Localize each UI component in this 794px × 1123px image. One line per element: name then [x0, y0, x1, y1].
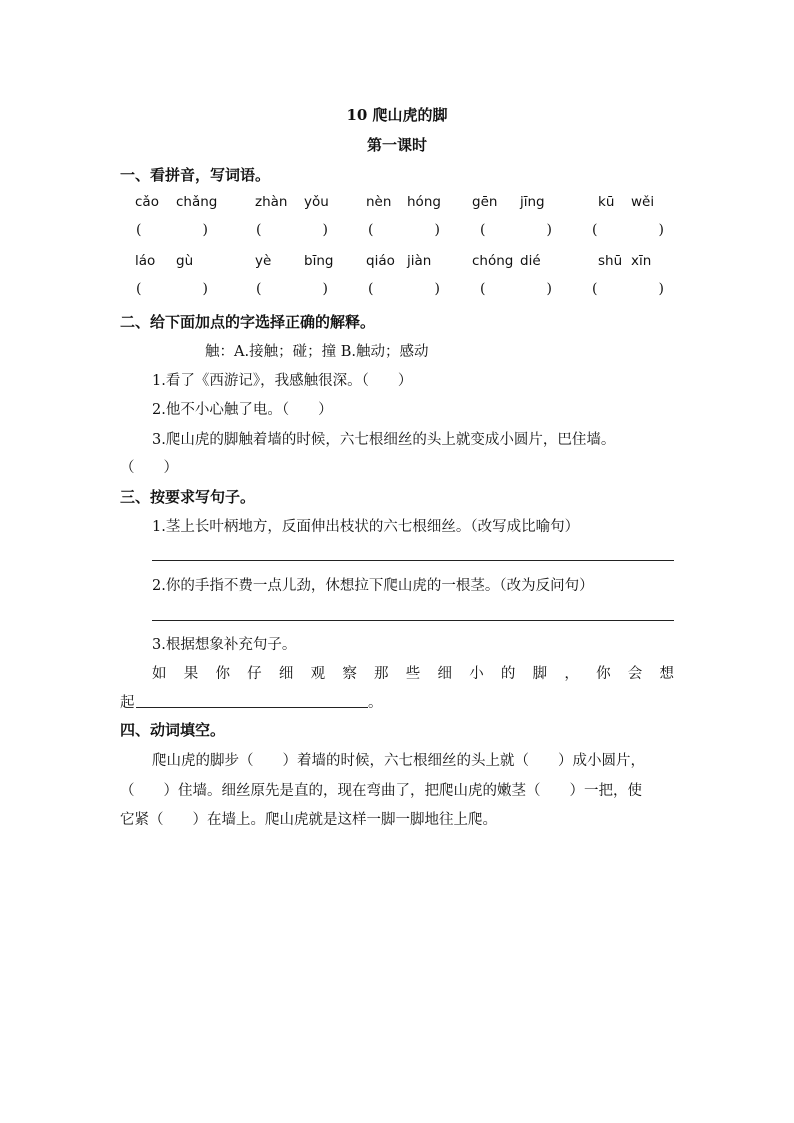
fill-paragraph-line-3: 它紧（ ）在墙上。爬山虎就是这样一脚一脚地往上爬。 — [120, 812, 497, 828]
answer-bracket-box[interactable] — [256, 222, 328, 238]
pinyin-syllable: jīng — [520, 194, 545, 210]
left-paren: ( — [136, 222, 142, 238]
sentence-char: ， — [564, 666, 579, 682]
sentence-char: 那 — [374, 666, 389, 682]
answer-bracket-box[interactable] — [136, 281, 208, 297]
answer-line-3-1[interactable] — [152, 560, 674, 561]
pinyin-syllable: cǎo — [135, 194, 159, 210]
left-paren: ( — [592, 222, 598, 238]
left-paren: ( — [480, 281, 486, 297]
pinyin-syllable: gēn — [472, 194, 498, 210]
right-paren: ) — [434, 281, 440, 297]
definition-line: 触：A.接触；碰；撞 B.触动；感动 — [205, 344, 429, 360]
left-paren: ( — [368, 281, 374, 297]
left-paren: ( — [592, 281, 598, 297]
sentence-char: 细 — [437, 666, 452, 682]
section1-heading: 一、看拼音，写词语。 — [120, 166, 271, 184]
pinyin-syllable: yè — [255, 253, 272, 269]
pinyin-syllable: láo — [135, 253, 156, 269]
pinyin-syllable: chǎng — [176, 194, 218, 210]
section4-heading: 四、动词填空。 — [120, 721, 226, 739]
question-2-1: 1.看了《西游记》，我感触很深。（ ） — [152, 373, 413, 389]
pinyin-syllable: gù — [176, 253, 194, 269]
answer-bracket-box[interactable] — [480, 222, 552, 238]
sentence-char: 细 — [278, 666, 294, 682]
right-paren: ) — [546, 281, 552, 297]
question-3-3-sentence — [152, 662, 674, 683]
pinyin-syllable: shū — [598, 253, 623, 269]
period-subtitle: 第一课时 — [366, 136, 427, 154]
question-3-3-end: 。 — [368, 695, 383, 711]
pinyin-syllable: xīn — [631, 253, 652, 269]
pinyin-syllable: yǒu — [304, 194, 329, 210]
pinyin-syllable: jiàn — [407, 253, 432, 269]
question-2-3: 3.爬山虎的脚触着墙的时候，六七根细丝的头上就变成小圆片，巴住墙。 — [152, 432, 616, 448]
right-paren: ) — [546, 222, 552, 238]
pinyin-syllable: nèn — [366, 194, 392, 210]
right-paren: ) — [202, 222, 208, 238]
sentence-char: 你 — [596, 666, 611, 682]
question-3-2: 2.你的手指不费一点儿劲，休想拉下爬山虎的一根茎。（改为反问句） — [152, 578, 594, 594]
right-paren: ) — [434, 222, 440, 238]
sentence-char: 的 — [500, 666, 516, 682]
answer-line-3-2[interactable] — [152, 620, 674, 621]
question-2-2: 2.他不小心触了电。（ ） — [152, 402, 333, 418]
answer-bracket-box[interactable] — [368, 281, 440, 297]
answer-line-3-3[interactable] — [136, 707, 368, 708]
pinyin-syllable: zhàn — [255, 194, 288, 210]
left-paren: ( — [480, 222, 486, 238]
sentence-char: 想 — [659, 666, 674, 682]
answer-bracket-box[interactable] — [592, 222, 664, 238]
question-3-3-start: 起 — [120, 695, 135, 711]
right-paren: ) — [658, 222, 664, 238]
answer-bracket-box[interactable] — [256, 281, 328, 297]
pinyin-syllable: qiáo — [366, 253, 395, 269]
pinyin-syllable: chóng — [472, 253, 514, 269]
fill-paragraph-line-2: （ ）住墙。细丝原先是直的，现在弯曲了，把爬山虎的嫩茎（ ）一把，使 — [120, 783, 642, 799]
answer-bracket-box[interactable] — [136, 222, 208, 238]
question-2-3-answer[interactable]: （ ） — [120, 460, 178, 476]
right-paren: ) — [322, 222, 328, 238]
pinyin-syllable: bīng — [304, 253, 334, 269]
section3-heading: 三、按要求写句子。 — [120, 488, 256, 506]
sentence-char: 小 — [469, 666, 484, 682]
sentence-char: 观 — [310, 666, 326, 682]
sentence-char: 察 — [342, 666, 357, 682]
right-paren: ) — [202, 281, 208, 297]
question-3-3: 3.根据想象补充句子。 — [152, 637, 297, 653]
left-paren: ( — [256, 281, 262, 297]
sentence-char: 仔 — [247, 666, 262, 682]
answer-bracket-box[interactable] — [592, 281, 664, 297]
answer-bracket-box[interactable] — [480, 281, 552, 297]
sentence-char: 脚 — [532, 666, 548, 682]
right-paren: ) — [658, 281, 664, 297]
answer-bracket-box[interactable] — [368, 222, 440, 238]
sentence-char: 会 — [627, 666, 643, 682]
sentence-char: 你 — [215, 666, 230, 682]
right-paren: ) — [322, 281, 328, 297]
pinyin-syllable: kū — [598, 194, 615, 210]
lesson-title: 10 爬山虎的脚 — [346, 106, 448, 124]
fill-paragraph-line-1: 爬山虎的脚步（ ）着墙的时候，六七根细丝的头上就（ ）成小圆片， — [152, 753, 645, 769]
left-paren: ( — [256, 222, 262, 238]
pinyin-syllable: hóng — [407, 194, 441, 210]
sentence-char: 些 — [405, 666, 421, 682]
pinyin-syllable: dié — [520, 253, 541, 269]
sentence-char: 如 — [152, 666, 167, 682]
sentence-char: 果 — [183, 666, 199, 682]
left-paren: ( — [368, 222, 374, 238]
question-3-1: 1.茎上长叶柄地方，反面伸出枝状的六七根细丝。（改写成比喻句） — [152, 519, 580, 535]
section2-heading: 二、给下面加点的字选择正确的解释。 — [120, 313, 376, 331]
left-paren: ( — [136, 281, 142, 297]
pinyin-syllable: wěi — [631, 194, 655, 210]
